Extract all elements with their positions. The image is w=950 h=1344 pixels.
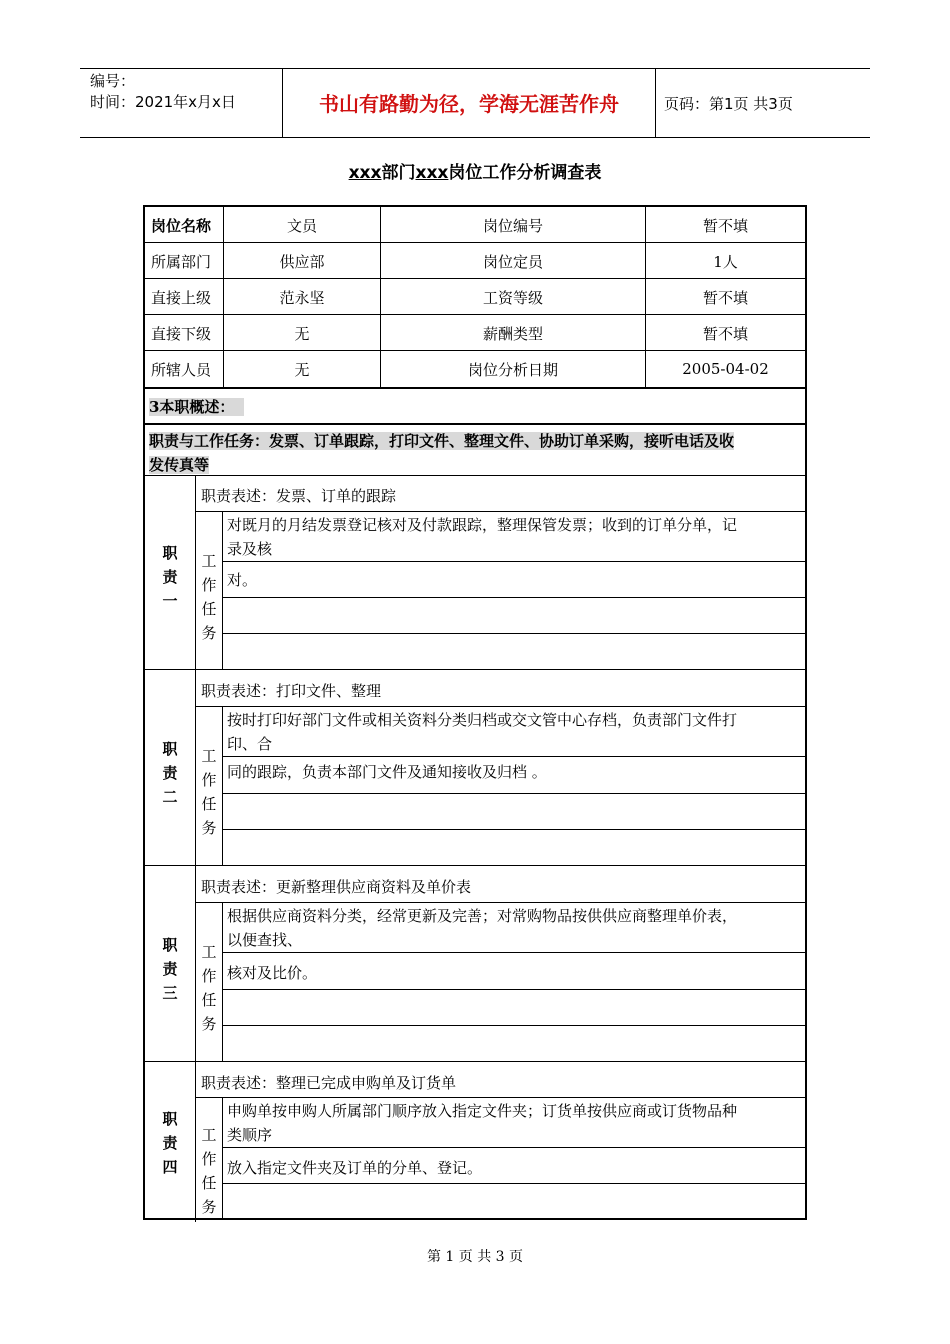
page-header <box>80 68 870 138</box>
info-label-2: 岗位定员 <box>482 252 543 271</box>
info-label-2: 薪酬类型 <box>482 324 543 343</box>
duty-4-task-line: 类顺序 <box>227 1126 273 1144</box>
page-title <box>0 158 950 183</box>
summary-section <box>145 391 805 423</box>
duty-3-label: 职 责 三 <box>162 936 178 1002</box>
title-dept-placeholder: xxx <box>348 163 382 183</box>
info-value: 供应部 <box>279 252 325 271</box>
page-footer: 第 1 页 共 3 页 <box>426 1249 524 1265</box>
info-label: 直接下级 <box>151 324 212 343</box>
info-label-2: 岗位分析日期 <box>467 360 558 379</box>
duty-1-task-label: 工 作 任 务 <box>201 552 217 642</box>
doc-number-label: 编号： <box>90 72 136 90</box>
duties-summary-line2: 发传真等 <box>149 456 210 474</box>
info-value-2: 暂不填 <box>702 288 748 307</box>
duty-1-task-line: 对。 <box>227 571 258 589</box>
info-value: 无 <box>294 324 310 343</box>
title-rest: 岗位工作分析调查表 <box>448 163 602 183</box>
duty-3-task-line: 核对及比价。 <box>227 964 318 982</box>
title-post-placeholder: xxx <box>415 163 449 183</box>
duty-2-task-line: 印、合 <box>227 735 273 753</box>
duty-4-task-line: 申购单按申购人所属部门顺序放入指定文件夹；订货单按供应商或订货物品种 <box>227 1102 738 1120</box>
header-slogan: 书山有路勤为径，学海无涯苦作舟 <box>282 69 656 137</box>
duty-2-label: 职 责 二 <box>162 740 178 806</box>
duty-2-task-line: 按时打印好部门文件或相关资料分类归档或交文管中心存档，负责部门文件打 <box>227 711 738 729</box>
duty-4-label: 职 责 四 <box>162 1110 178 1176</box>
duties-summary-line1: 职责与工作任务：发票、订单跟踪，打印文件、整理文件、协助订单采购，接听电话及收 <box>149 432 735 450</box>
info-label: 直接上级 <box>151 288 212 307</box>
duty-1-description: 职责表述：发票、订单的跟踪 <box>201 487 397 505</box>
info-value: 范永坚 <box>279 288 325 307</box>
info-value-2: 2005-04-02 <box>682 360 769 378</box>
duty-3-task-line: 根据供应商资料分类，经常更新及完善；对常购物品按供供应商整理单价表， <box>227 907 738 925</box>
info-label: 岗位名称 <box>151 216 212 235</box>
title-dept: 部门 <box>381 163 416 183</box>
duty-4-description: 职责表述：整理已完成申购单及订货单 <box>201 1074 457 1092</box>
duty-1-label: 职 责 一 <box>162 544 178 610</box>
duty-2-task-label: 工 作 任 务 <box>201 747 217 837</box>
duty-2-description: 职责表述：打印文件、整理 <box>201 682 382 700</box>
duty-2-task-line: 同的跟踪，负责本部门文件及通知接收及归档 。 <box>227 763 547 781</box>
info-value-2: 暂不填 <box>702 216 748 235</box>
header-page-number: 页码：第1页 共3页 <box>664 95 793 113</box>
duty-3-task-line: 以便查找、 <box>227 931 303 949</box>
doc-time-label: 时间：2021年x月x日 <box>90 93 236 111</box>
info-value: 无 <box>294 360 310 379</box>
info-label-2: 工资等级 <box>482 288 543 307</box>
duty-3-description: 职责表述：更新整理供应商资料及单价表 <box>201 878 472 896</box>
info-label: 所辖人员 <box>151 360 212 379</box>
duty-4-task-label: 工 作 任 务 <box>201 1126 217 1216</box>
header-meta <box>90 71 280 113</box>
info-label: 所属部门 <box>151 252 212 271</box>
duty-1-task-line: 录及核 <box>227 540 273 558</box>
job-analysis-table <box>143 205 807 1220</box>
info-value-2: 暂不填 <box>702 324 748 343</box>
info-value-2: 1人 <box>713 252 738 271</box>
duty-1-task-line: 对既月的月结发票登记核对及付款跟踪，整理保管发票；收到的订单分单，记 <box>227 516 738 534</box>
info-label-2: 岗位编号 <box>482 216 543 235</box>
duties-summary <box>145 429 805 477</box>
duty-3-task-label: 工 作 任 务 <box>201 943 217 1033</box>
summary-label: 3本职概述： <box>149 398 244 416</box>
info-value: 文员 <box>286 216 317 235</box>
duty-4-task-line: 放入指定文件夹及订单的分单、登记。 <box>227 1159 483 1177</box>
